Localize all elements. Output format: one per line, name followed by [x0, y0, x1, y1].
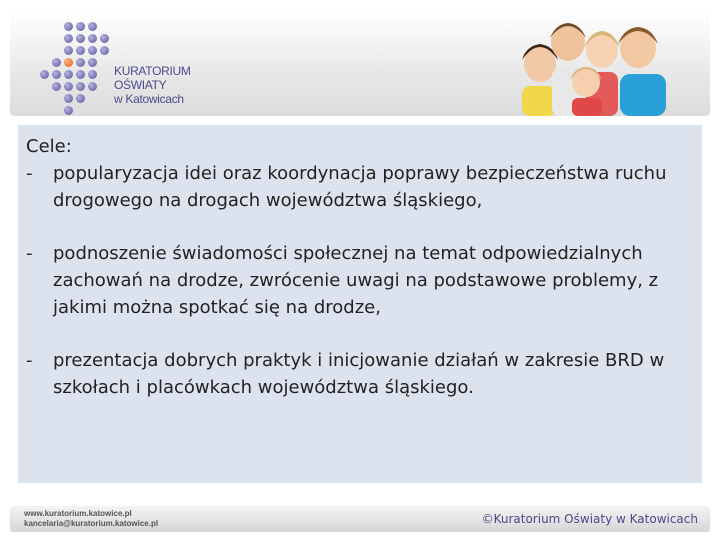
list-item — [26, 160, 694, 214]
list-dash: - — [26, 163, 33, 184]
logo-line-2: OŚWIATY — [114, 78, 167, 92]
website-link[interactable]: www.kuratorium.katowice.pl — [24, 509, 132, 518]
goals-heading: Cele: — [26, 136, 72, 157]
list-item-text: prezentacja dobrych praktyk i inicjowanie działań w zakresie BRD w szkołach i placówkach województwa śląskiego. — [53, 350, 665, 398]
list-item-text: popularyzacja idei oraz koordynacja poprawy bezpieczeństwa ruchu drogowego na drogach województwa śląskiego, — [53, 163, 667, 211]
list-dash: - — [26, 350, 33, 371]
footer-bar — [10, 506, 710, 532]
logo-line-1: KURATORIUM — [114, 64, 191, 78]
children-photo — [510, 12, 710, 116]
list-item-text: podnoszenie świadomości społecznej na temat odpowiedzialnych zachowań na drodze, zwrócenie uwagi na podstawowe problemy, z jakimi można spotkać się na drodze, — [53, 243, 659, 318]
header-banner — [10, 12, 710, 116]
content-panel — [18, 125, 702, 483]
list-dash: - — [26, 243, 33, 264]
footer-contact — [24, 509, 158, 529]
logo-text — [114, 64, 191, 106]
list-item — [26, 347, 694, 401]
copyright-text: ©Kuratorium Oświaty w Katowicach — [481, 512, 698, 526]
logo-line-3: w Katowicach — [114, 92, 184, 106]
email-link[interactable]: kancelaria@kuratorium.katowice.pl — [24, 519, 159, 528]
list-item — [26, 240, 694, 321]
kuratorium-logo-icon — [30, 20, 110, 116]
